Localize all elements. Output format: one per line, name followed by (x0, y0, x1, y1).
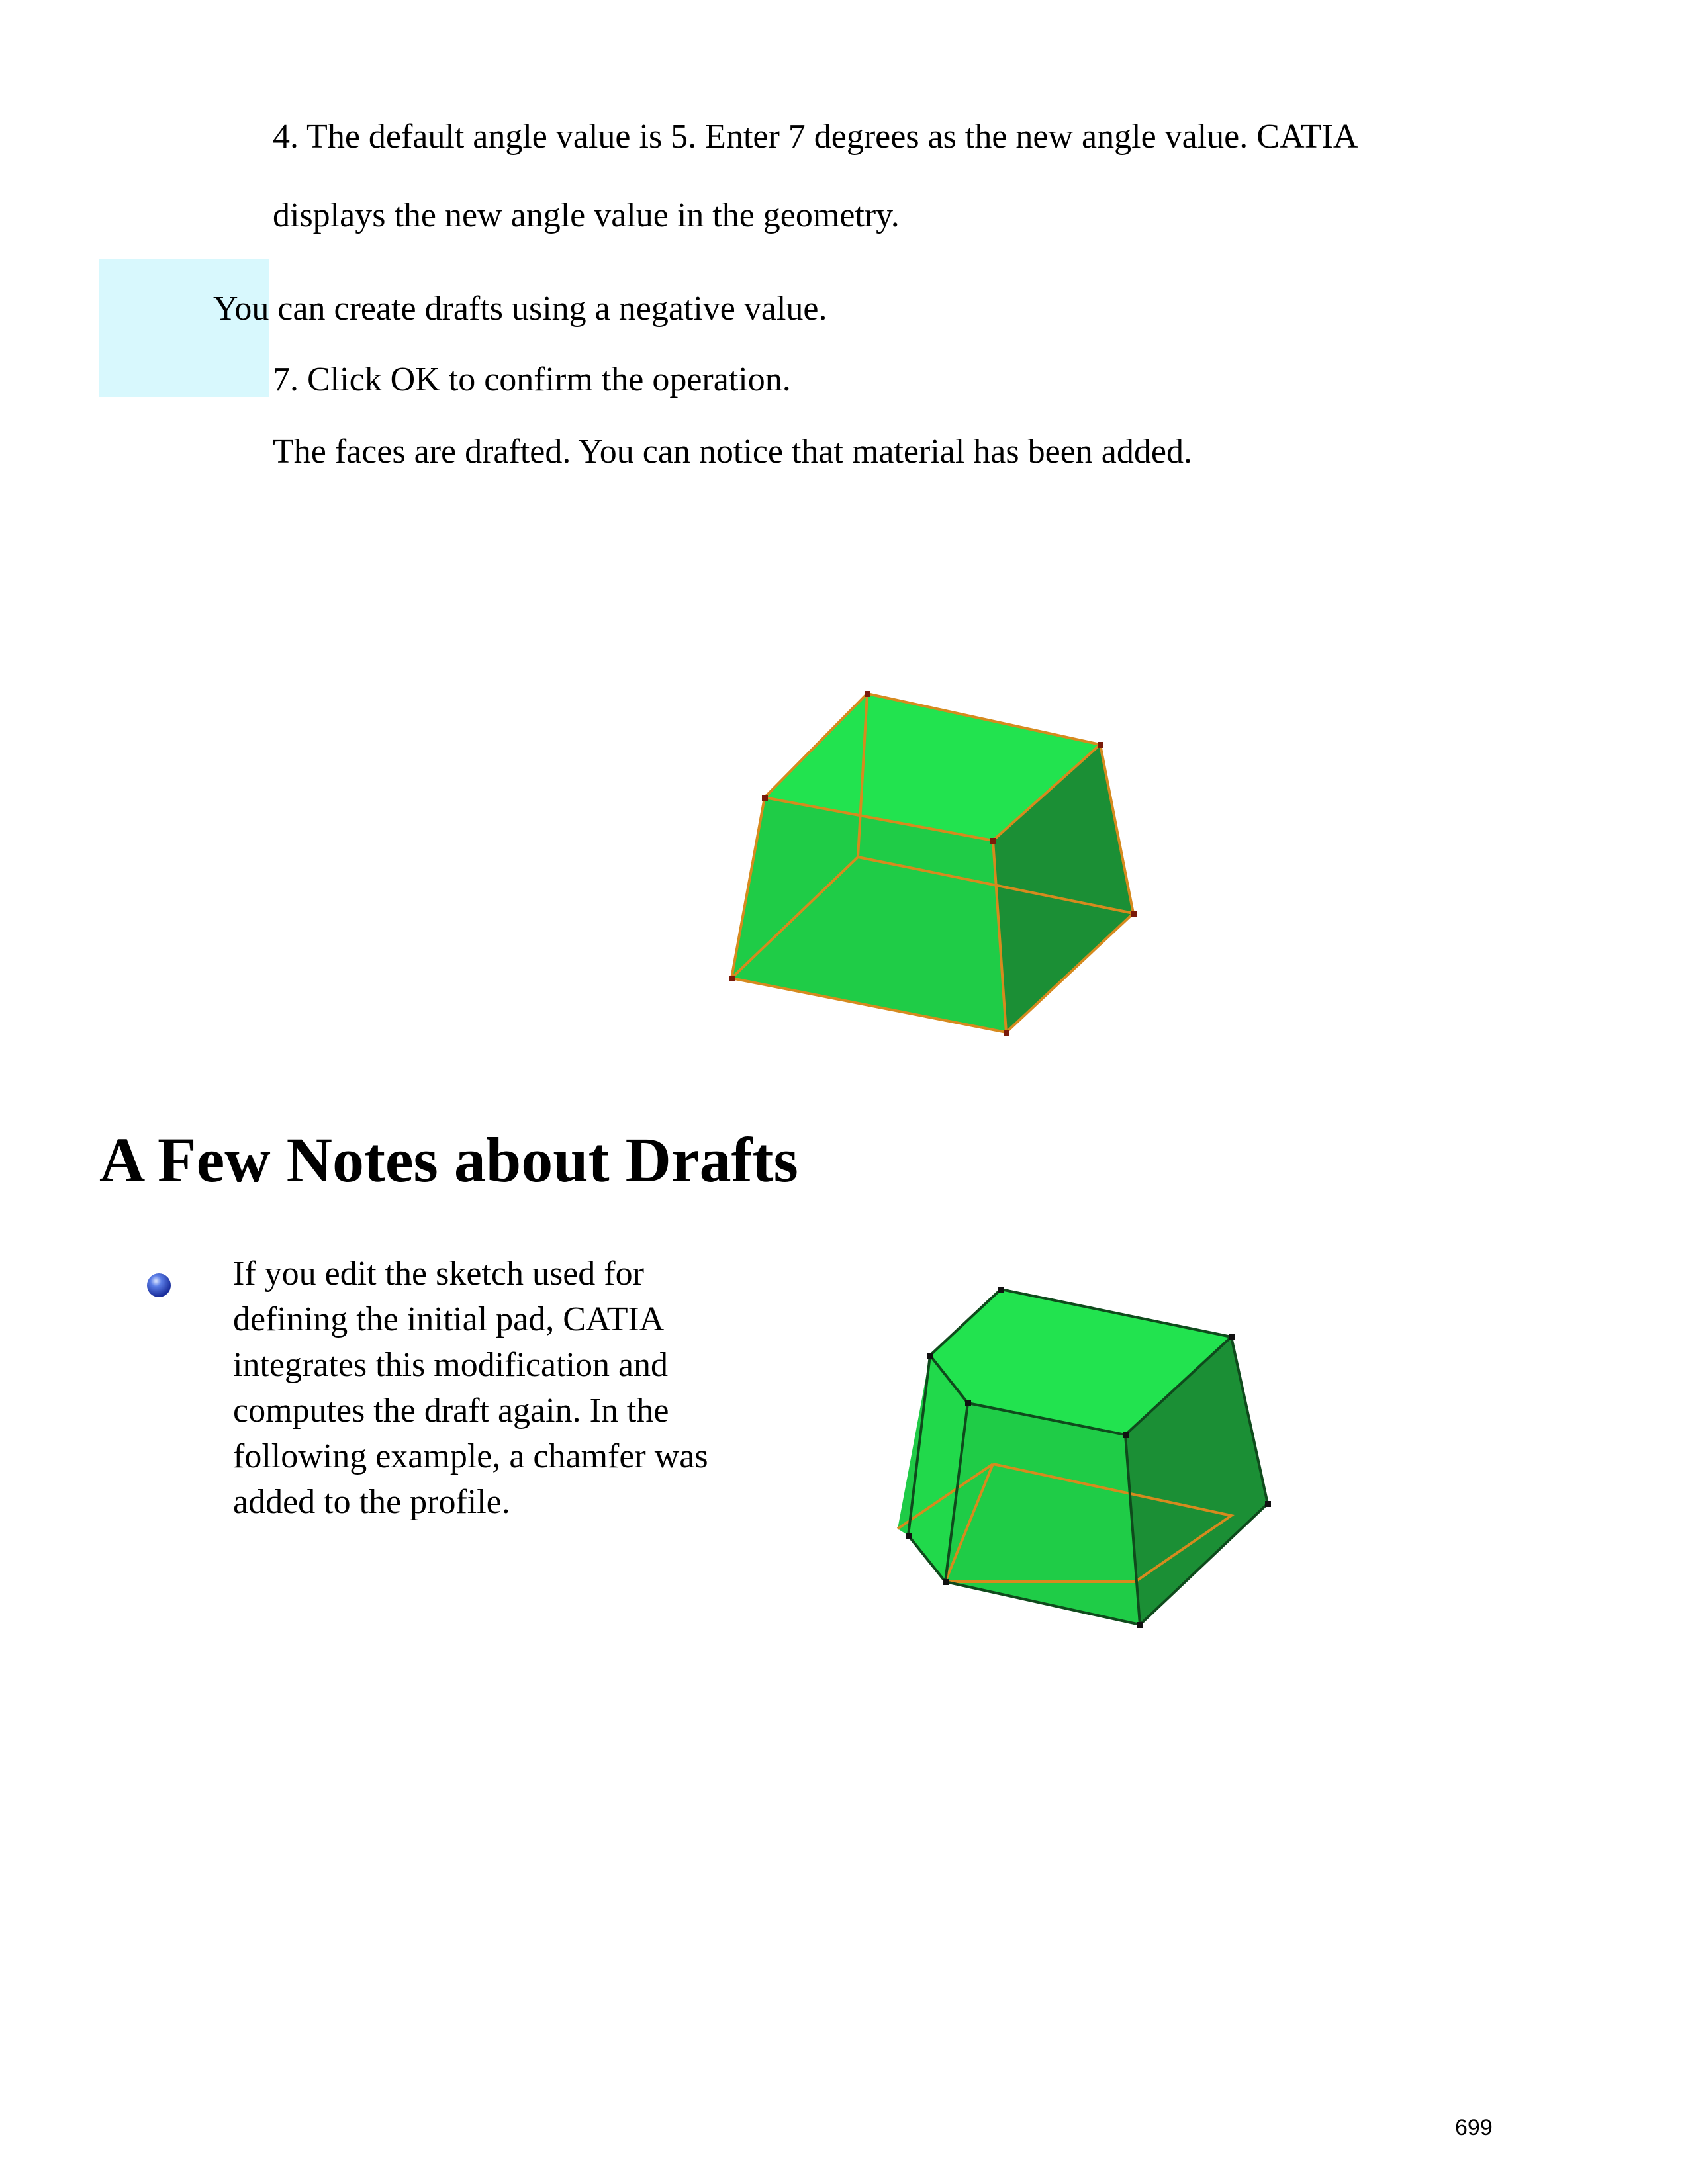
step7-text: 7. Click OK to confirm the operation. (273, 361, 791, 398)
bullet-line: If you edit the sketch used for (233, 1255, 644, 1293)
chamfered-block-figure (880, 1264, 1291, 1641)
bullet-line: added to the profile. (233, 1483, 510, 1521)
bullet-paragraph (233, 1251, 802, 1525)
step4-line2: displays the new angle value in the geometry. (273, 197, 900, 234)
bullet-line: defining the initial pad, CATIA (233, 1300, 665, 1338)
result-text: The faces are drafted. You can notice that material has been added. (273, 433, 1192, 471)
note-text: You can create drafts using a negative value. (213, 290, 827, 328)
bullet-line: following example, a chamfer was (233, 1437, 708, 1475)
section-heading: A Few Notes about Drafts (99, 1124, 798, 1195)
drafted-block-figure (702, 682, 1152, 1052)
bullet-sphere-icon (144, 1271, 173, 1300)
bullet-line: computes the draft again. In the (233, 1392, 669, 1430)
page-number: 699 (1455, 2115, 1493, 2140)
step4-line1: 4. The default angle value is 5. Enter 7 degrees as the new angle value. CATIA (273, 118, 1358, 156)
bullet-line: integrates this modification and (233, 1346, 669, 1384)
front-face (945, 1403, 1140, 1625)
